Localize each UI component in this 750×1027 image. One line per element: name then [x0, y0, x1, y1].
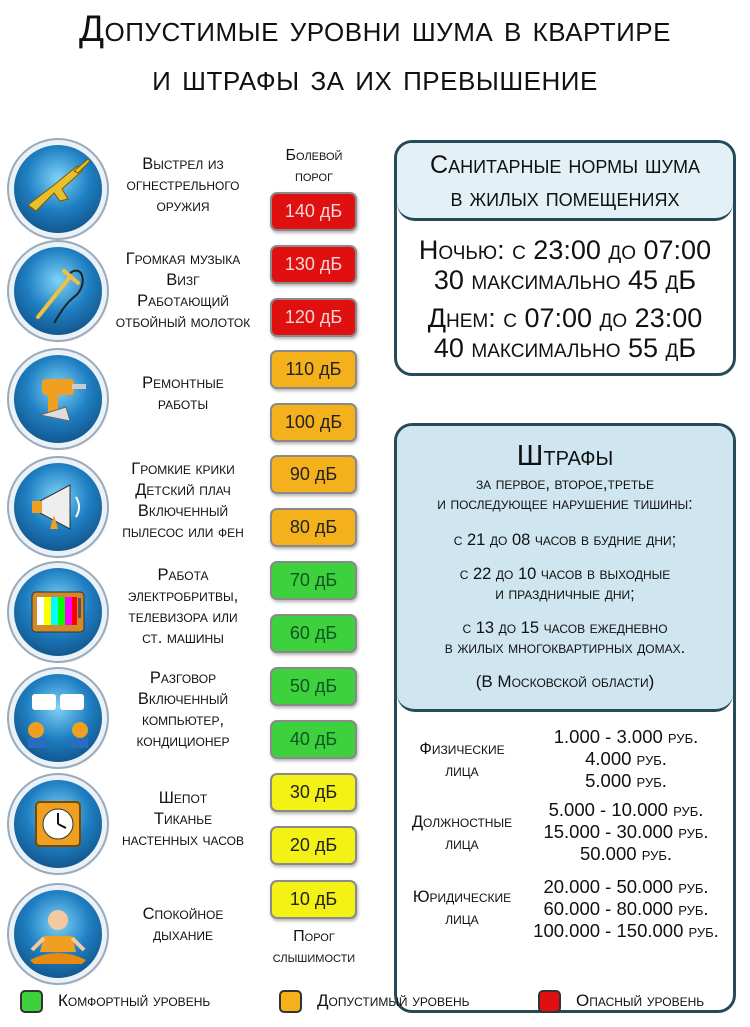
fine-row-values: 5.000 - 10.000 руб. 15.000 - 30.000 руб. 50.000 руб. [543, 799, 709, 864]
sanitary-norms-panel [394, 140, 736, 376]
jackhammer-icon [14, 247, 102, 335]
legend-swatch-acceptable [279, 990, 302, 1013]
db-level-badge: 30 дБ [270, 773, 357, 812]
fine-row-label: Должностные лица [411, 813, 513, 853]
title-line-2: и штрафы за их превышение [152, 57, 598, 98]
source-text: Выстрел из огнестрельного оружия [126, 155, 240, 215]
db-level-badge: 110 дБ [270, 350, 357, 389]
day-norm: Днем: с 07:00 до 23:00 40 максимально 55 дБ [427, 303, 703, 363]
db-level-badge: 10 дБ [270, 880, 357, 919]
pain-threshold-label: Болевой порог [285, 147, 343, 185]
source-text: Работа электробритвы, телевизора или ст. машины [127, 566, 239, 647]
legend-label-dangerous: Опасный уровень [576, 991, 705, 1010]
fine-period: с 13 до 15 часов ежедневно в жилых многоквартирных домах. [444, 619, 686, 657]
fine-row-label: Физические лица [419, 740, 505, 780]
meditation-icon [14, 890, 102, 978]
db-level-badge: 20 дБ [270, 826, 357, 865]
fine-row-label: Юридические лица [412, 888, 512, 928]
source-text: Громкая музыка Визг Работающий отбойный молоток [115, 250, 251, 331]
source-text: Шепот Тиканье настенных часов [121, 789, 245, 849]
db-level-badge: 50 дБ [270, 667, 357, 706]
db-level-badge: 90 дБ [270, 455, 357, 494]
sanitary-heading: Санитарные нормы шума в жилых помещениях [397, 143, 733, 221]
fine-period: с 22 до 10 часов в выходные и праздничные дни; [459, 565, 671, 603]
drill-tools-icon [14, 355, 102, 443]
db-level-badge: 80 дБ [270, 508, 357, 547]
sanitary-body [397, 221, 733, 363]
fines-heading: Штрафы [516, 440, 614, 472]
tv-icon [14, 568, 102, 656]
source-text: Разговор Включенный компьютер, кондиционер [136, 669, 230, 750]
db-level-badge: 120 дБ [270, 298, 357, 337]
conversation-icon [14, 674, 102, 762]
db-level-badge: 60 дБ [270, 614, 357, 653]
clock-icon [14, 780, 102, 868]
db-level-badge: 40 дБ [270, 720, 357, 759]
fine-row-values: 20.000 - 50.000 руб. 60.000 - 80.000 руб. 100.000 - 150.000 руб. [533, 876, 719, 941]
fine-period: с 21 до 08 часов в будние дни; [453, 531, 677, 549]
night-norm: Ночью: с 23:00 до 07:00 30 максимально 45 дБ [418, 235, 712, 295]
fines-subheading: за первое, второе,третье и последующее нарушение тишины: [437, 475, 693, 513]
region-note: (В Московской области) [475, 672, 655, 691]
source-text: Ремонтные работы [142, 374, 224, 413]
source-text: Громкие крики Детский плач Включенный пылесос или фен [122, 460, 244, 541]
db-level-badge: 70 дБ [270, 561, 357, 600]
fine-row-values: 1.000 - 3.000 руб. 4.000 руб. 5.000 руб. [553, 726, 699, 791]
title-line-1: Допустимые уровни шума в квартире [78, 8, 671, 49]
page-title [0, 4, 750, 102]
legend-label-comfort: Комфортный уровень [58, 991, 211, 1010]
megaphone-icon [14, 463, 102, 551]
rifle-icon [14, 145, 102, 233]
legend-swatch-comfort [20, 990, 43, 1013]
db-level-badge: 140 дБ [270, 192, 357, 231]
legend-label-acceptable: Допустимый уровень [317, 991, 470, 1010]
legend-swatch-dangerous [538, 990, 561, 1013]
fines-heading-block [397, 426, 733, 712]
fines-panel [394, 423, 736, 1013]
source-text: Спокойное дыхание [142, 905, 224, 944]
hearing-threshold-label: Порог слышимости [272, 928, 356, 966]
db-level-badge: 100 дБ [270, 403, 357, 442]
db-level-badge: 130 дБ [270, 245, 357, 284]
